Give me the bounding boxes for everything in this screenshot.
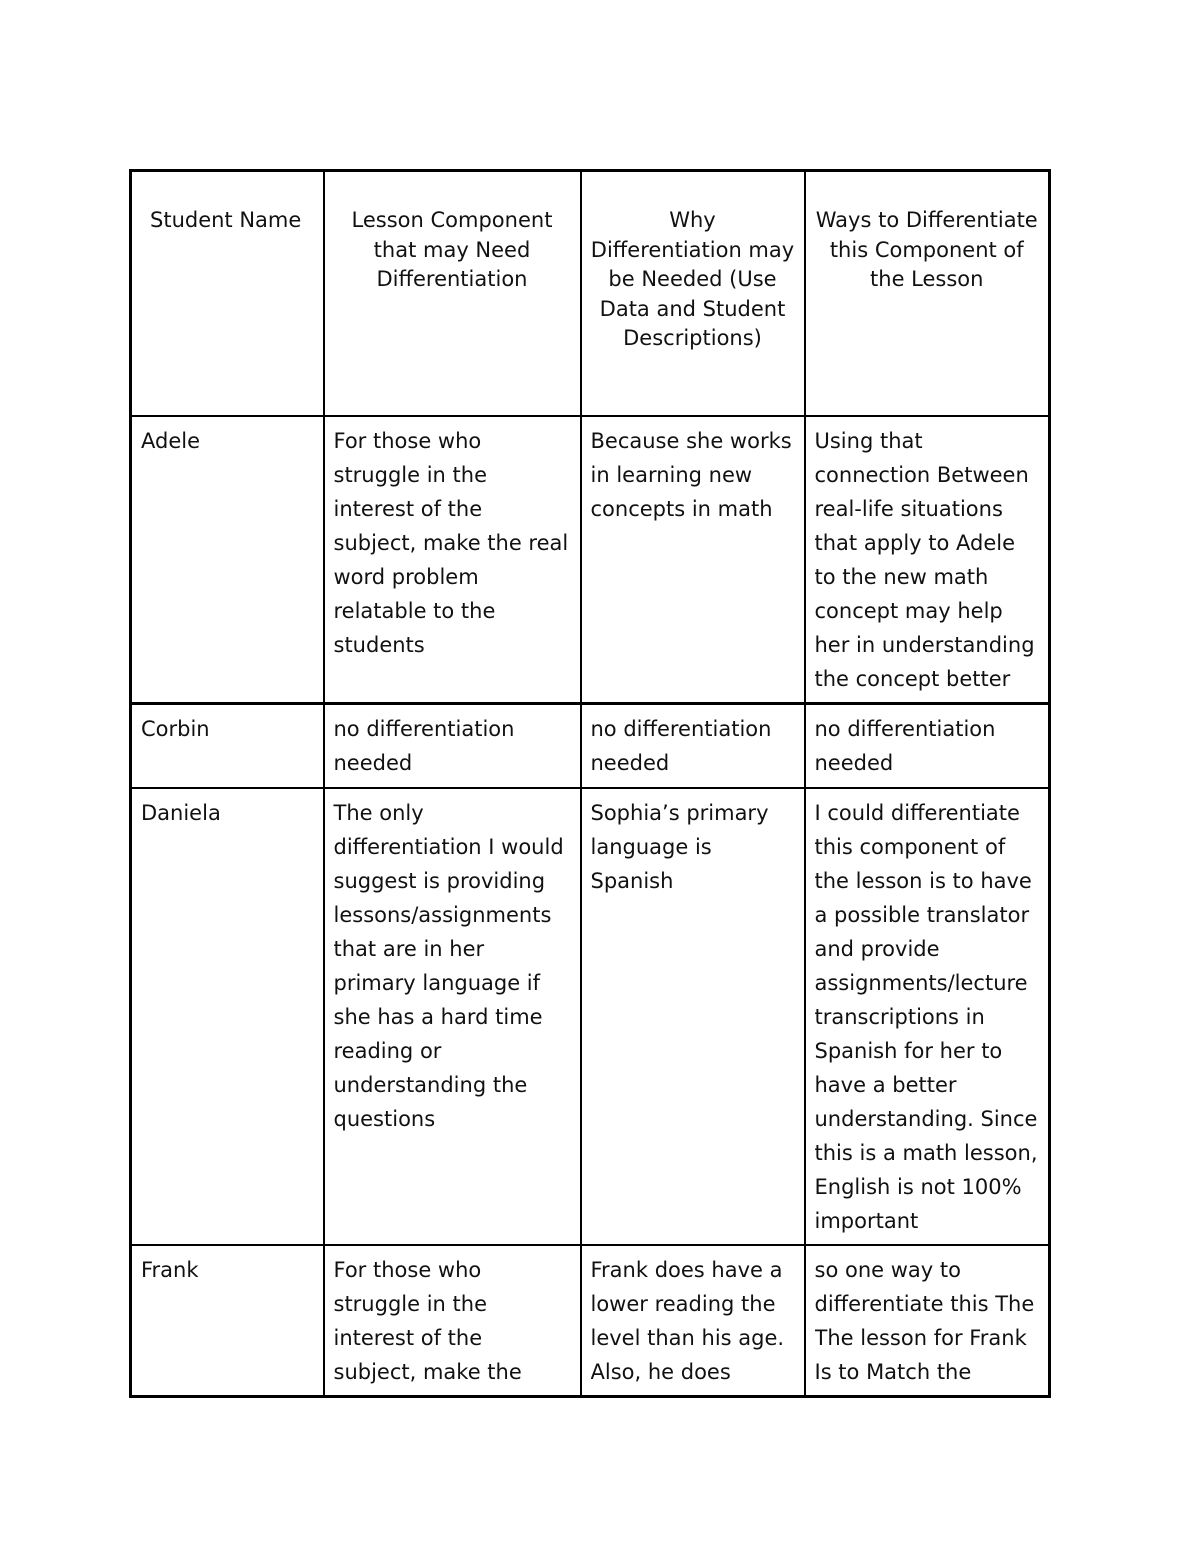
header-ways-to-differentiate: Ways to Differentiate this Component of the Lesson <box>805 171 1050 416</box>
header-why-differentiation: Why Differentiation may be Needed (Use Data and Student Descriptions) <box>581 171 805 416</box>
student-name-text: Frank <box>141 1257 199 1282</box>
lesson-component-cell: For those who struggle in the interest of the subject, make the real word problem relatable to the students <box>324 416 581 704</box>
lesson-component-cell <box>324 1245 581 1397</box>
ways-text: so one way to differentiate this The The lesson for Frank Is to Match the <box>814 1257 1035 1384</box>
why-cell: Sophia’s primary language is Spanish <box>581 788 805 1245</box>
table-header-row <box>131 171 1050 416</box>
ways-cell: no differentiation needed <box>805 704 1050 788</box>
table-row <box>131 788 1050 1245</box>
student-name-cell <box>131 1245 324 1397</box>
ways-cell <box>805 1245 1050 1397</box>
student-name-cell: Adele <box>131 416 324 704</box>
why-cell <box>581 1245 805 1397</box>
header-lesson-component: Lesson Component that may Need Differentiation <box>324 171 581 416</box>
ways-cell: Using that connection Between real-life situations that apply to Adele to the new math concept may help her in understanding the concept better <box>805 416 1050 704</box>
why-cell: no differentiation needed <box>581 704 805 788</box>
table-row <box>131 704 1050 788</box>
lesson-component-cell: The only differentiation I would suggest is providing lessons/assignments that are in her primary language if she has a hard time reading or understanding the questions <box>324 788 581 1245</box>
why-text: Frank does have a lower reading the level than his age. Also, he does <box>590 1257 785 1384</box>
table-row <box>131 416 1050 704</box>
header-student-name: Student Name <box>131 171 324 416</box>
why-cell: Because she works in learning new concepts in math <box>581 416 805 704</box>
differentiation-table <box>129 169 1051 1398</box>
student-name-cell: Daniela <box>131 788 324 1245</box>
ways-cell: I could differentiate this component of the lesson is to have a possible translator and provide assignments/lecture transcriptions in Spanish for her to have a better understanding. Since this is a math lesson, English is not 100% important <box>805 788 1050 1245</box>
lesson-component-cell: no differentiation needed <box>324 704 581 788</box>
table-row <box>131 1245 1050 1397</box>
lesson-component-text: For those who struggle in the interest of the subject, make the <box>333 1257 522 1384</box>
student-name-cell: Corbin <box>131 704 324 788</box>
